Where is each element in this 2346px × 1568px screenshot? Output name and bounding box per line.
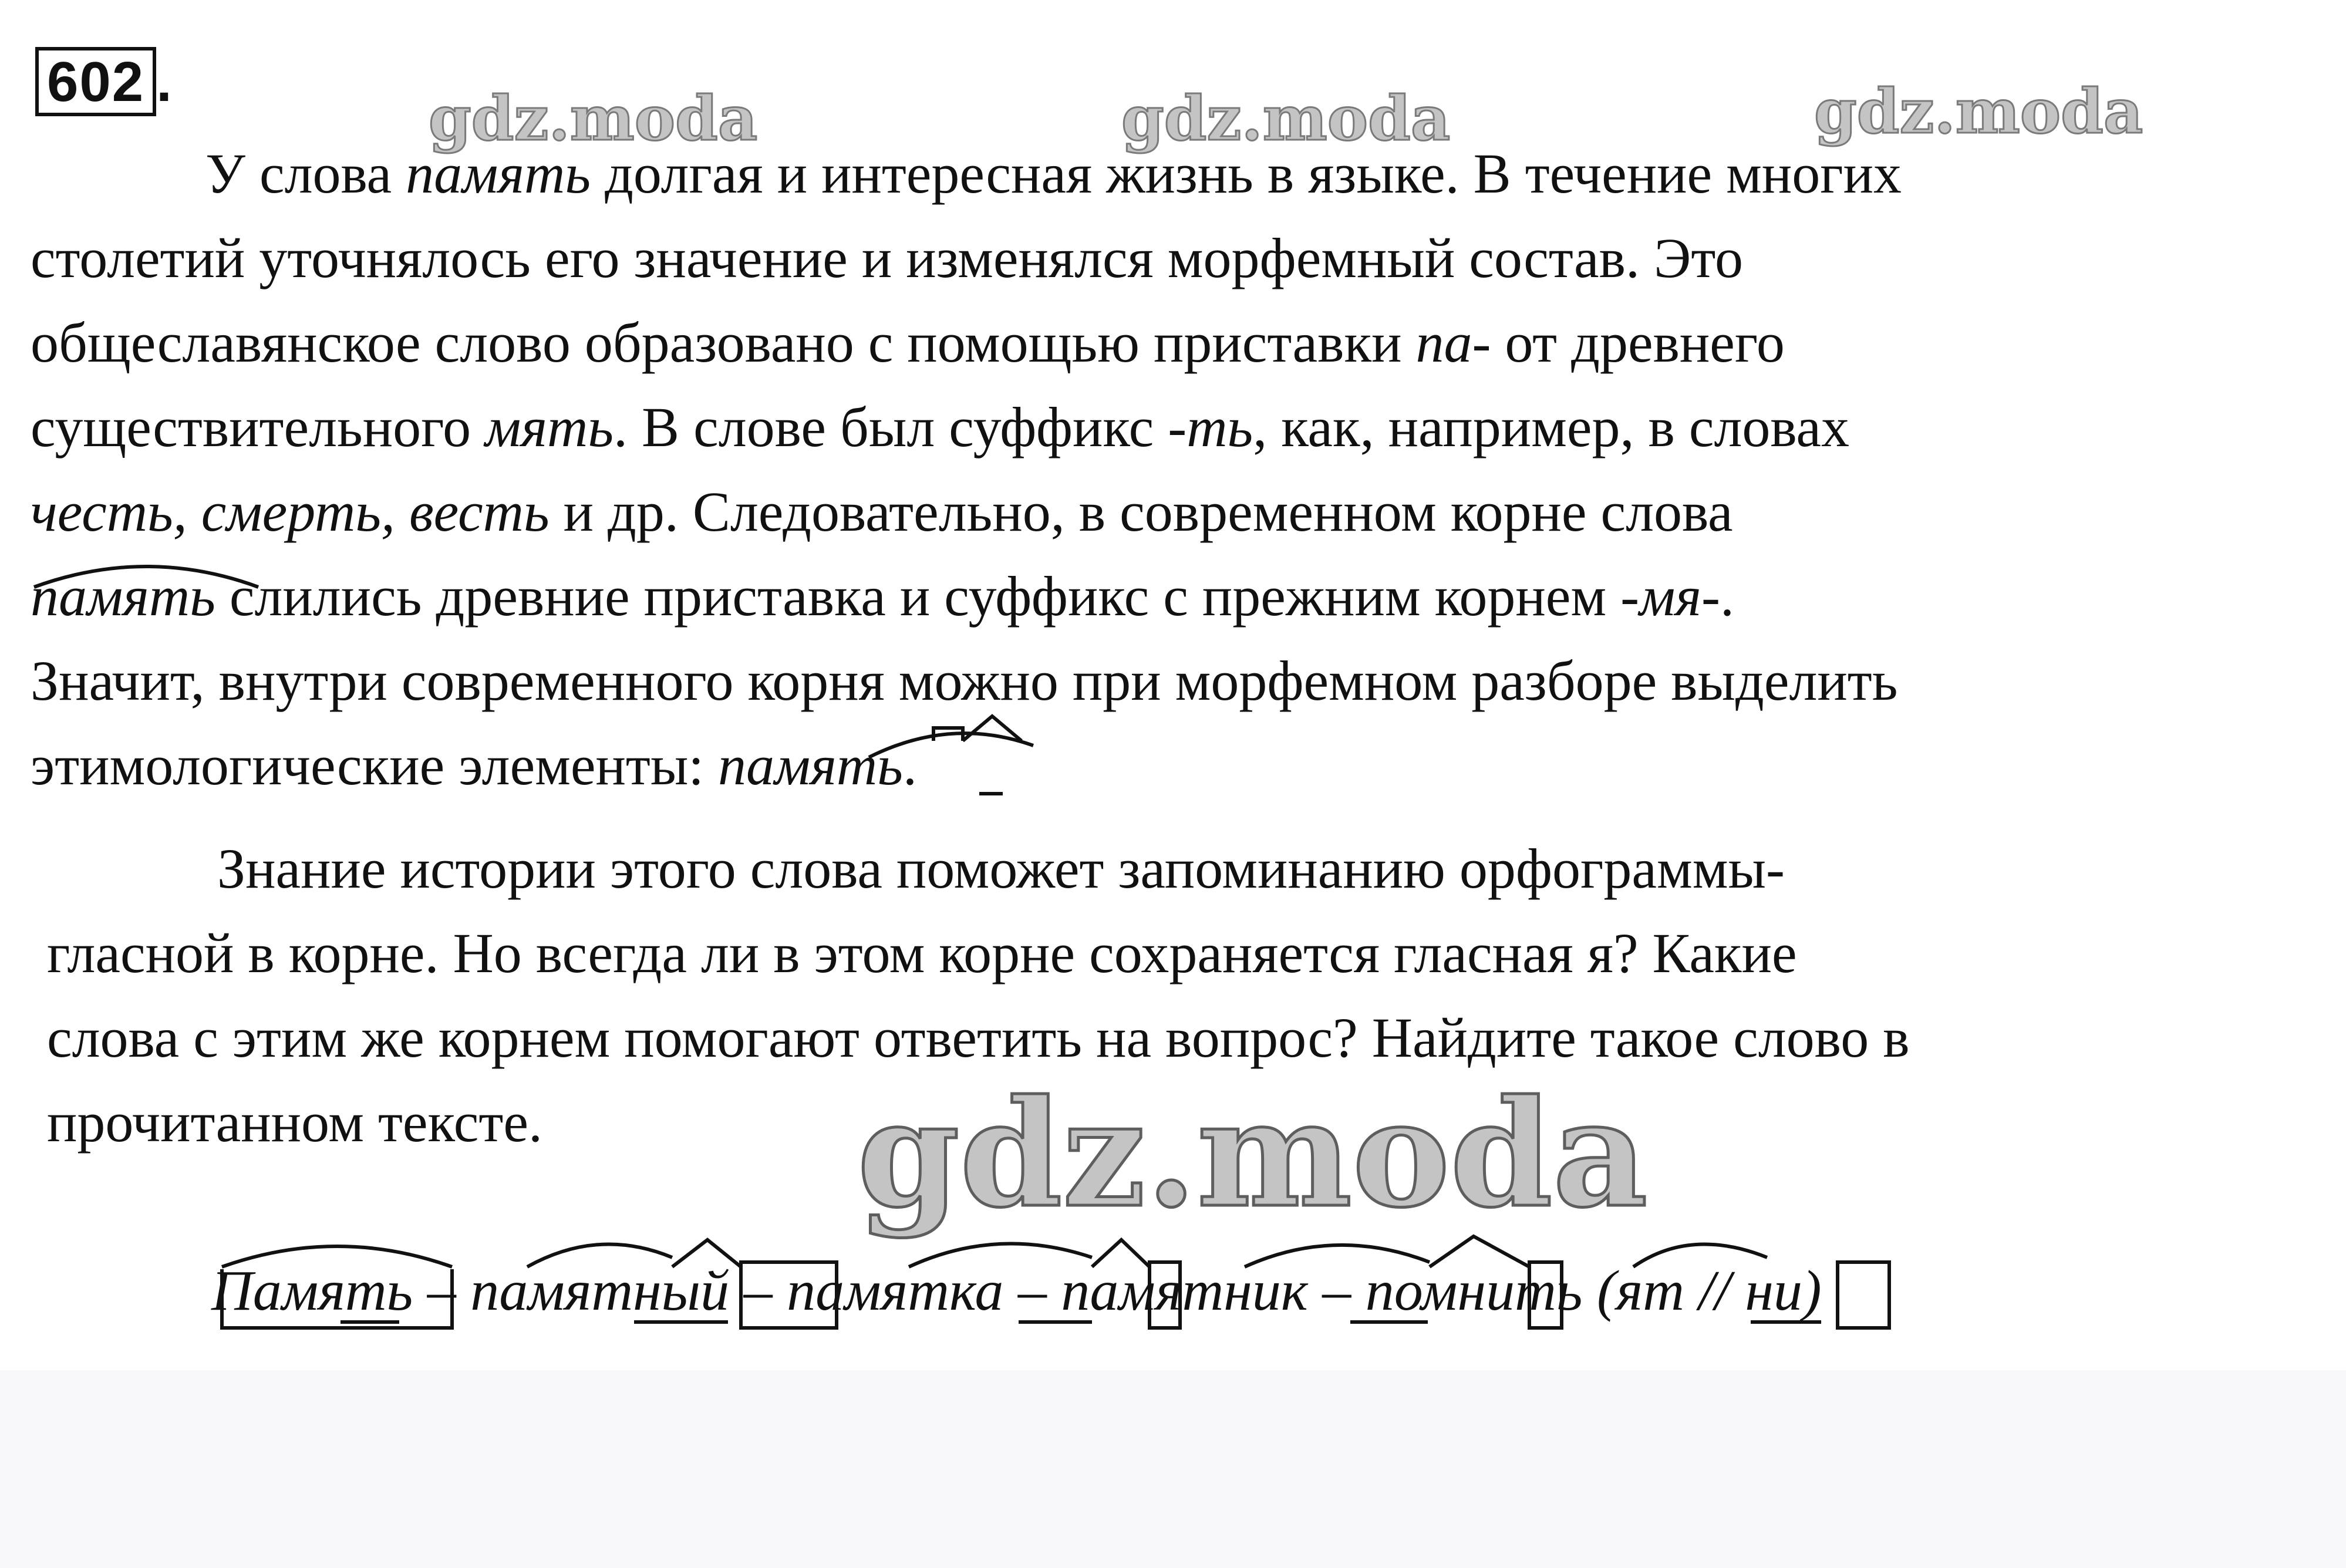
answer-word: памятный	[470, 1259, 730, 1323]
italic-word: па-	[1415, 311, 1491, 374]
text-line	[205, 142, 1902, 205]
answer-word: памятник	[1061, 1259, 1308, 1323]
italic-word: память	[406, 142, 591, 205]
text: этимологические элементы:	[31, 734, 719, 797]
exercise-number	[35, 47, 173, 116]
text-line	[31, 734, 917, 797]
text-line: столетий уточнялось его значение и изменялся морфемный состав. Это	[31, 227, 1744, 289]
text: слились древние приставка и суффикс с прежним корнем	[215, 565, 1621, 628]
text-line: слова с этим же корнем помогают ответить на вопрос? Найдите такое слово в	[47, 1006, 1910, 1069]
italic-words: честь, смерть, весть	[31, 480, 550, 543]
text-line: прочитанном тексте.	[47, 1091, 542, 1154]
watermark: gdz.moda	[429, 82, 758, 154]
exercise-number-box: 602	[35, 47, 156, 116]
dash: –	[1307, 1259, 1366, 1323]
parsed-word: память	[718, 734, 903, 797]
italic-word: -мя-	[1620, 565, 1720, 628]
bottom-margin	[0, 1370, 2346, 1568]
text: .	[1720, 565, 1734, 628]
dash: –	[1003, 1259, 1061, 1323]
exercise-number-dot: .	[156, 50, 173, 113]
text: и др. Следовательно, в современном корне слова	[549, 480, 1733, 543]
answer-word: Память	[211, 1259, 413, 1323]
text-line	[31, 565, 1734, 628]
watermark: gdz.moda	[1121, 82, 1451, 154]
text: существительного	[31, 396, 486, 458]
text: общеславянское слово образовано с помощью приставки	[31, 311, 1416, 374]
text: .	[902, 734, 917, 797]
dash: –	[413, 1259, 471, 1323]
answer-note: (ят // ни)	[1582, 1259, 1822, 1323]
text: , как, например, в словах	[1253, 396, 1850, 458]
text-line: Значит, внутри современного корня можно при морфемном разборе выделить	[31, 649, 1898, 712]
answer-word: помнить	[1365, 1259, 1583, 1323]
dash: –	[729, 1259, 787, 1323]
text: У слова	[205, 142, 406, 205]
answer-word: памятка	[787, 1259, 1004, 1323]
italic-word: мять	[485, 396, 614, 458]
root-word: память	[31, 565, 215, 628]
text-line: гласной в корне. Но всегда ли в этом корне сохраняется гласная я? Какие	[47, 922, 1797, 984]
text-line	[31, 480, 1733, 543]
watermark: gdz.moda	[1814, 75, 2143, 147]
watermark-large: gdz.moda	[857, 1067, 1648, 1240]
italic-word: -ть	[1168, 396, 1253, 458]
text-line: Знание истории этого слова поможет запоминанию орфограммы-	[217, 837, 1785, 900]
text-line	[31, 396, 1850, 458]
text: долгая и интересная жизнь в языке. В течение многих	[591, 142, 1902, 205]
answer-line	[211, 1259, 1822, 1323]
text: . В слове был суффикс	[614, 396, 1168, 458]
text-line	[31, 311, 1785, 374]
text: от древнего	[1491, 311, 1785, 374]
